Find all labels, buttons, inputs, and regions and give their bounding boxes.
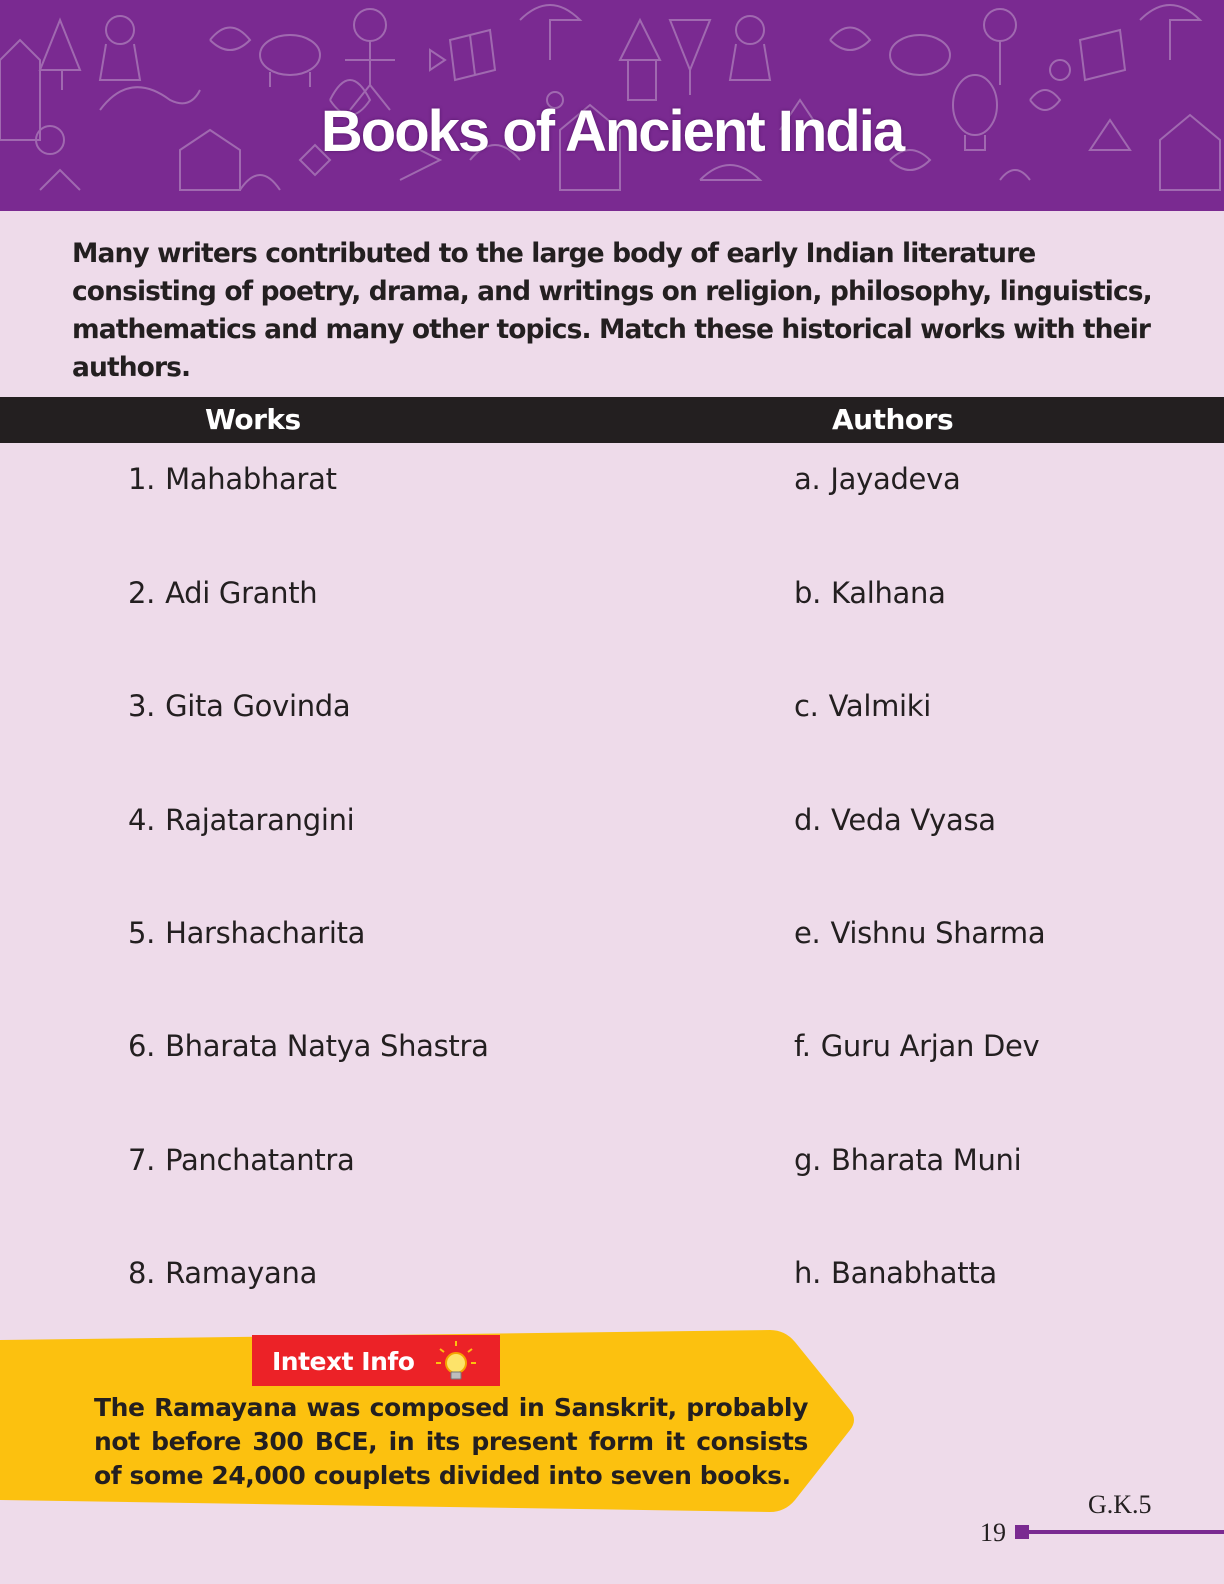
- work-item: [128, 916, 365, 950]
- work-number: 7.: [128, 1143, 156, 1177]
- work-number: 5.: [128, 916, 156, 950]
- author-name: Guru Arjan Dev: [820, 1029, 1040, 1063]
- work-number: 6.: [128, 1029, 156, 1063]
- work-title: Harshacharita: [165, 916, 366, 950]
- work-title: Bharata Natya Shastra: [165, 1029, 489, 1063]
- work-item: [128, 462, 337, 496]
- author-item: [794, 1029, 1039, 1063]
- work-item: [128, 803, 354, 837]
- work-title: Adi Granth: [165, 576, 318, 610]
- author-name: Valmiki: [828, 689, 932, 723]
- work-item: [128, 1029, 489, 1063]
- work-number: 1.: [128, 462, 156, 496]
- author-name: Bharata Muni: [831, 1143, 1022, 1177]
- work-number: 2.: [128, 576, 156, 610]
- title-banner: [0, 0, 1224, 211]
- work-title: Mahabharat: [165, 462, 337, 496]
- author-item: [794, 689, 931, 723]
- work-title: Rajatarangini: [165, 803, 355, 837]
- author-item: [794, 576, 946, 610]
- author-item: [794, 916, 1045, 950]
- authors-column-header: Authors: [832, 403, 954, 436]
- intext-info-label: Intext Info: [272, 1347, 415, 1376]
- author-item: [794, 1143, 1021, 1177]
- instructions-paragraph: Many writers contributed to the large body of early Indian literature consisting of poetry, drama, and writings on religion, philosophy, linguistics, mathematics and many other topics. Match these historical works with their authors.: [72, 238, 1152, 383]
- match-table-header: [0, 397, 1224, 443]
- author-letter: h.: [794, 1256, 821, 1290]
- author-letter: e.: [794, 916, 821, 950]
- page-rule-line: [1015, 1525, 1224, 1539]
- author-letter: f.: [794, 1029, 811, 1063]
- page-number: 19: [980, 1518, 1006, 1547]
- author-letter: c.: [794, 689, 819, 723]
- intext-info-text: The Ramayana was composed in Sanskrit, probably not before 300 BCE, in its present form it consists of some 24,000 couplets divided into seven books.: [94, 1393, 808, 1490]
- work-item: [128, 1256, 317, 1290]
- book-code: G.K.5: [1088, 1490, 1152, 1519]
- works-column-header: Works: [205, 403, 301, 436]
- page-title: Books of Ancient India: [320, 99, 904, 164]
- work-item: [128, 689, 350, 723]
- author-letter: a.: [794, 462, 821, 496]
- work-number: 4.: [128, 803, 156, 837]
- work-title: Panchatantra: [165, 1143, 355, 1177]
- author-name: Vishnu Sharma: [830, 916, 1046, 950]
- intext-info-tag: [252, 1335, 500, 1386]
- author-letter: d.: [794, 803, 822, 837]
- work-item: [128, 1143, 355, 1177]
- work-number: 8.: [128, 1256, 156, 1290]
- author-name: Jayadeva: [830, 462, 961, 496]
- author-name: Kalhana: [831, 576, 946, 610]
- author-letter: g.: [794, 1143, 822, 1177]
- lightbulb-icon: [434, 1339, 478, 1383]
- work-number: 3.: [128, 689, 156, 723]
- author-name: Banabhatta: [831, 1256, 997, 1290]
- author-item: [794, 1256, 997, 1290]
- work-item: [128, 576, 317, 610]
- author-item: [794, 803, 996, 837]
- author-name: Veda Vyasa: [831, 803, 996, 837]
- work-title: Gita Govinda: [165, 689, 351, 723]
- work-title: Ramayana: [165, 1256, 318, 1290]
- author-item: [794, 462, 960, 496]
- author-letter: b.: [794, 576, 822, 610]
